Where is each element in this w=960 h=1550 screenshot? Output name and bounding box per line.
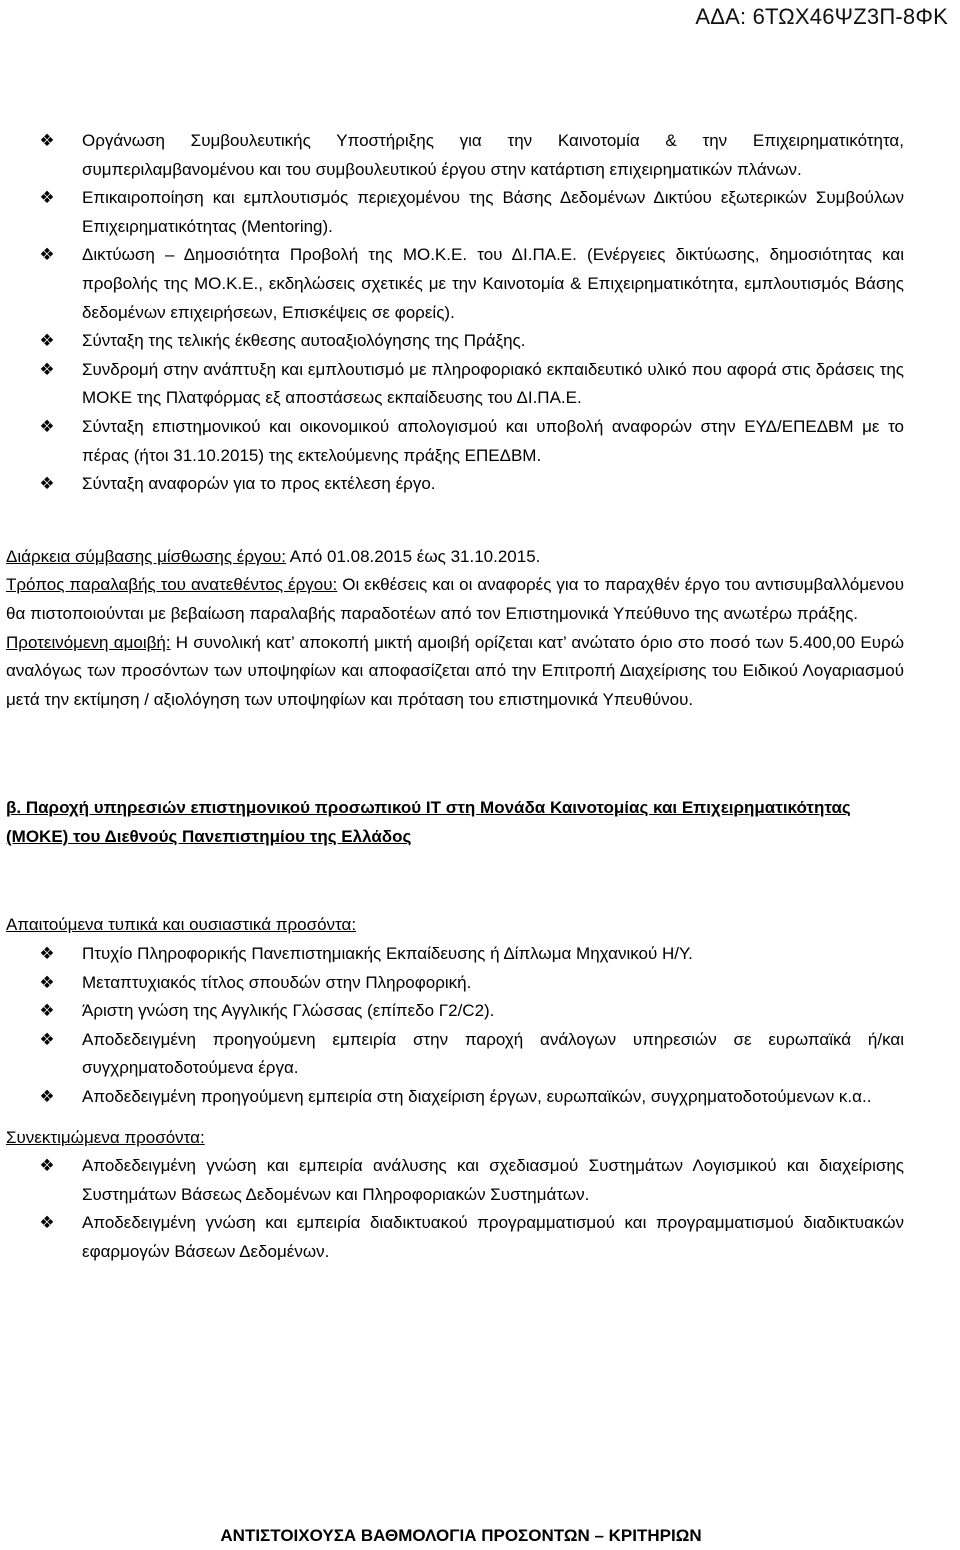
list-item: ❖ Μεταπτυχιακός τίτλος σπουδών στην Πληροφορική. (6, 969, 904, 998)
required-qualifications-list (6, 940, 904, 1112)
list-item: ❖ Συνδρομή στην ανάπτυξη και εμπλουτισμό με πληροφοριακό εκπαιδευτικό υλικό που αφορά στις δράσεις της ΜΟΚΕ της Πλατφόρμας εξ αποστάσεως εκπαίδευσης του ΔΙ.ΠΑ.Ε. (6, 356, 904, 413)
diamond-flower-bullet-icon: ❖ (39, 1001, 55, 1021)
diamond-flower-bullet-icon: ❖ (39, 359, 55, 379)
list-item: ❖ Πτυχίο Πληροφορικής Πανεπιστημιακής Εκπαίδευσης ή Δίπλωμα Μηχανικού Η/Υ. (6, 940, 904, 969)
list-item: ❖ Δικτύωση – Δημοσιότητα Προβολή της ΜΟ.Κ.Ε. του ΔΙ.ΠΑ.Ε. (Ενέργειες δικτύωσης, δημοσιότητας και προβολής της ΜΟ.Κ.Ε., εκδηλώσεις σχετικές με την Καινοτομία & Επιχειρηματικότητα, εμπλουτισμός Βάσης δεδομένων επιχειρήσεων, Επισκέψεις σε φορείς). (6, 241, 904, 327)
list-item: ❖ Αποδεδειγμένη προηγούμενη εμπειρία στη διαχείριση έργων, ευρωπαϊκών, συγχρηματοδοτούμενων κ.α.. (6, 1083, 904, 1112)
desired-qualifications-label: Συνεκτιμώμενα προσόντα: (6, 1127, 205, 1147)
list-item: ❖ Οργάνωση Συμβουλευτικής Υποστήριξης για την Καινοτομία & την Επιχειρηματικότητα, συμπεριλαμβανομένου και του συμβουλευτικού έργου στην κατάρτιση επιχειρηματικών πλάνων. (6, 127, 904, 184)
contract-fee: Προτεινόμενη αμοιβή: Η συνολική κατ’ αποκοπή μικτή αμοιβή ορίζεται κατ’ ανώτατο όριο στο ποσό των 5.400,00 Ευρώ αναλόγως των προσόντων των υποψηφίων και αποφασίζεται από την Επιτροπή Διαχείρισης του Ειδικού Λογαριασμού μετά την εκτίμηση / αξιολόγηση των υποψηφίων και πρόταση του επιστημονικά Υπευθύνου. (6, 632, 904, 709)
desired-qualifications-list (6, 1152, 904, 1266)
diamond-flower-bullet-icon: ❖ (39, 1087, 55, 1107)
diamond-flower-bullet-icon: ❖ (39, 131, 55, 150)
ada-code: ΑΔΑ: 6ΤΩΧ46ΨΖ3Π-8ΦΚ (695, 4, 948, 29)
diamond-flower-bullet-icon: ❖ (39, 1213, 55, 1233)
diamond-flower-bullet-icon: ❖ (39, 474, 55, 494)
list-item: ❖ Επικαιροποίηση και εμπλουτισμός περιεχομένου της Βάσης Δεδομένων Δικτύου εξωτερικών Συμβούλων Επιχειρηματικότητας (Mentoring). (6, 184, 904, 241)
document-body (6, 127, 904, 1267)
tasks-list (6, 127, 904, 499)
list-item: ❖ Αποδεδειγμένη γνώση και εμπειρία ανάλυσης και σχεδιασμού Συστημάτων Λογισμικού και διαχείρισης Συστημάτων Βάσεως Δεδομένων και Πληροφοριακών Συστημάτων. (6, 1152, 904, 1209)
diamond-flower-bullet-icon: ❖ (39, 1156, 55, 1176)
contract-acceptance: Τρόπος παραλαβής του ανατεθέντος έργου: Οι εκθέσεις και οι αναφορές για το παραχθέν έργο του αντισυμβαλλόμενου θα πιστοποιούνται με βεβαίωση παραλαβής παραδοτέων από τον Επιστημονικά Υπεύθυνο της ανωτέρω πράξης. (6, 575, 904, 623)
section-b-title: β. Παροχή υπηρεσιών επιστημονικού προσωπικού IT στη Μονάδα Καινοτομίας και Επιχειρηματικότητας (ΜΟΚΕ) του Διεθνούς Πανεπιστημίου της Ελλάδος (6, 798, 851, 846)
diamond-flower-bullet-icon: ❖ (39, 1029, 55, 1049)
diamond-flower-bullet-icon: ❖ (39, 972, 55, 992)
list-item: ❖ Άριστη γνώση της Αγγλικής Γλώσσας (επίπεδο Γ2/C2). (6, 997, 904, 1026)
required-qualifications-label: Απαιτούμενα τυπικά και ουσιαστικά προσόντα: (6, 915, 357, 935)
list-item: ❖ Σύνταξη αναφορών για το προς εκτέλεση έργο. (6, 470, 904, 499)
list-item: ❖ Σύνταξη της τελικής έκθεσης αυτοαξιολόγησης της Πράξης. (6, 327, 904, 356)
contract-duration: Διάρκεια σύμβασης μίσθωσης έργου: Από 01.08.2015 έως 31.10.2015. (6, 546, 541, 566)
diamond-flower-bullet-icon: ❖ (39, 416, 55, 436)
list-item: ❖ Αποδεδειγμένη προηγούμενη εμπειρία στην παροχή ανάλογων υπηρεσιών σε ευρωπαϊκά ή/και συγχρηματοδοτούμενα έργα. (6, 1026, 904, 1083)
list-item: ❖ Αποδεδειγμένη γνώση και εμπειρία διαδικτυακού προγραμματισμού και προγραμματισμού διαδικτυακών εφαρμογών Βάσεων Δεδομένων. (6, 1209, 904, 1266)
diamond-flower-bullet-icon: ❖ (39, 944, 55, 964)
diamond-flower-bullet-icon: ❖ (39, 245, 55, 265)
diamond-flower-bullet-icon: ❖ (39, 331, 55, 351)
diamond-flower-bullet-icon: ❖ (39, 188, 55, 208)
list-item: ❖ Σύνταξη επιστημονικού και οικονομικού απολογισμού και υποβολή αναφορών στην ΕΥΔ/ΕΠΕΔΒΜ με το πέρας (ήτοι 31.10.2015) της εκτελούμενης πράξης ΕΠΕΔΒΜ. (6, 413, 904, 470)
scoring-table-heading: ΑΝΤΙΣΤΟΙΧΟΥΣΑ ΒΑΘΜΟΛΟΓΙΑ ΠΡΟΣΟΝΤΩΝ – ΚΡΙΤΗΡΙΩΝ (220, 1526, 702, 1545)
